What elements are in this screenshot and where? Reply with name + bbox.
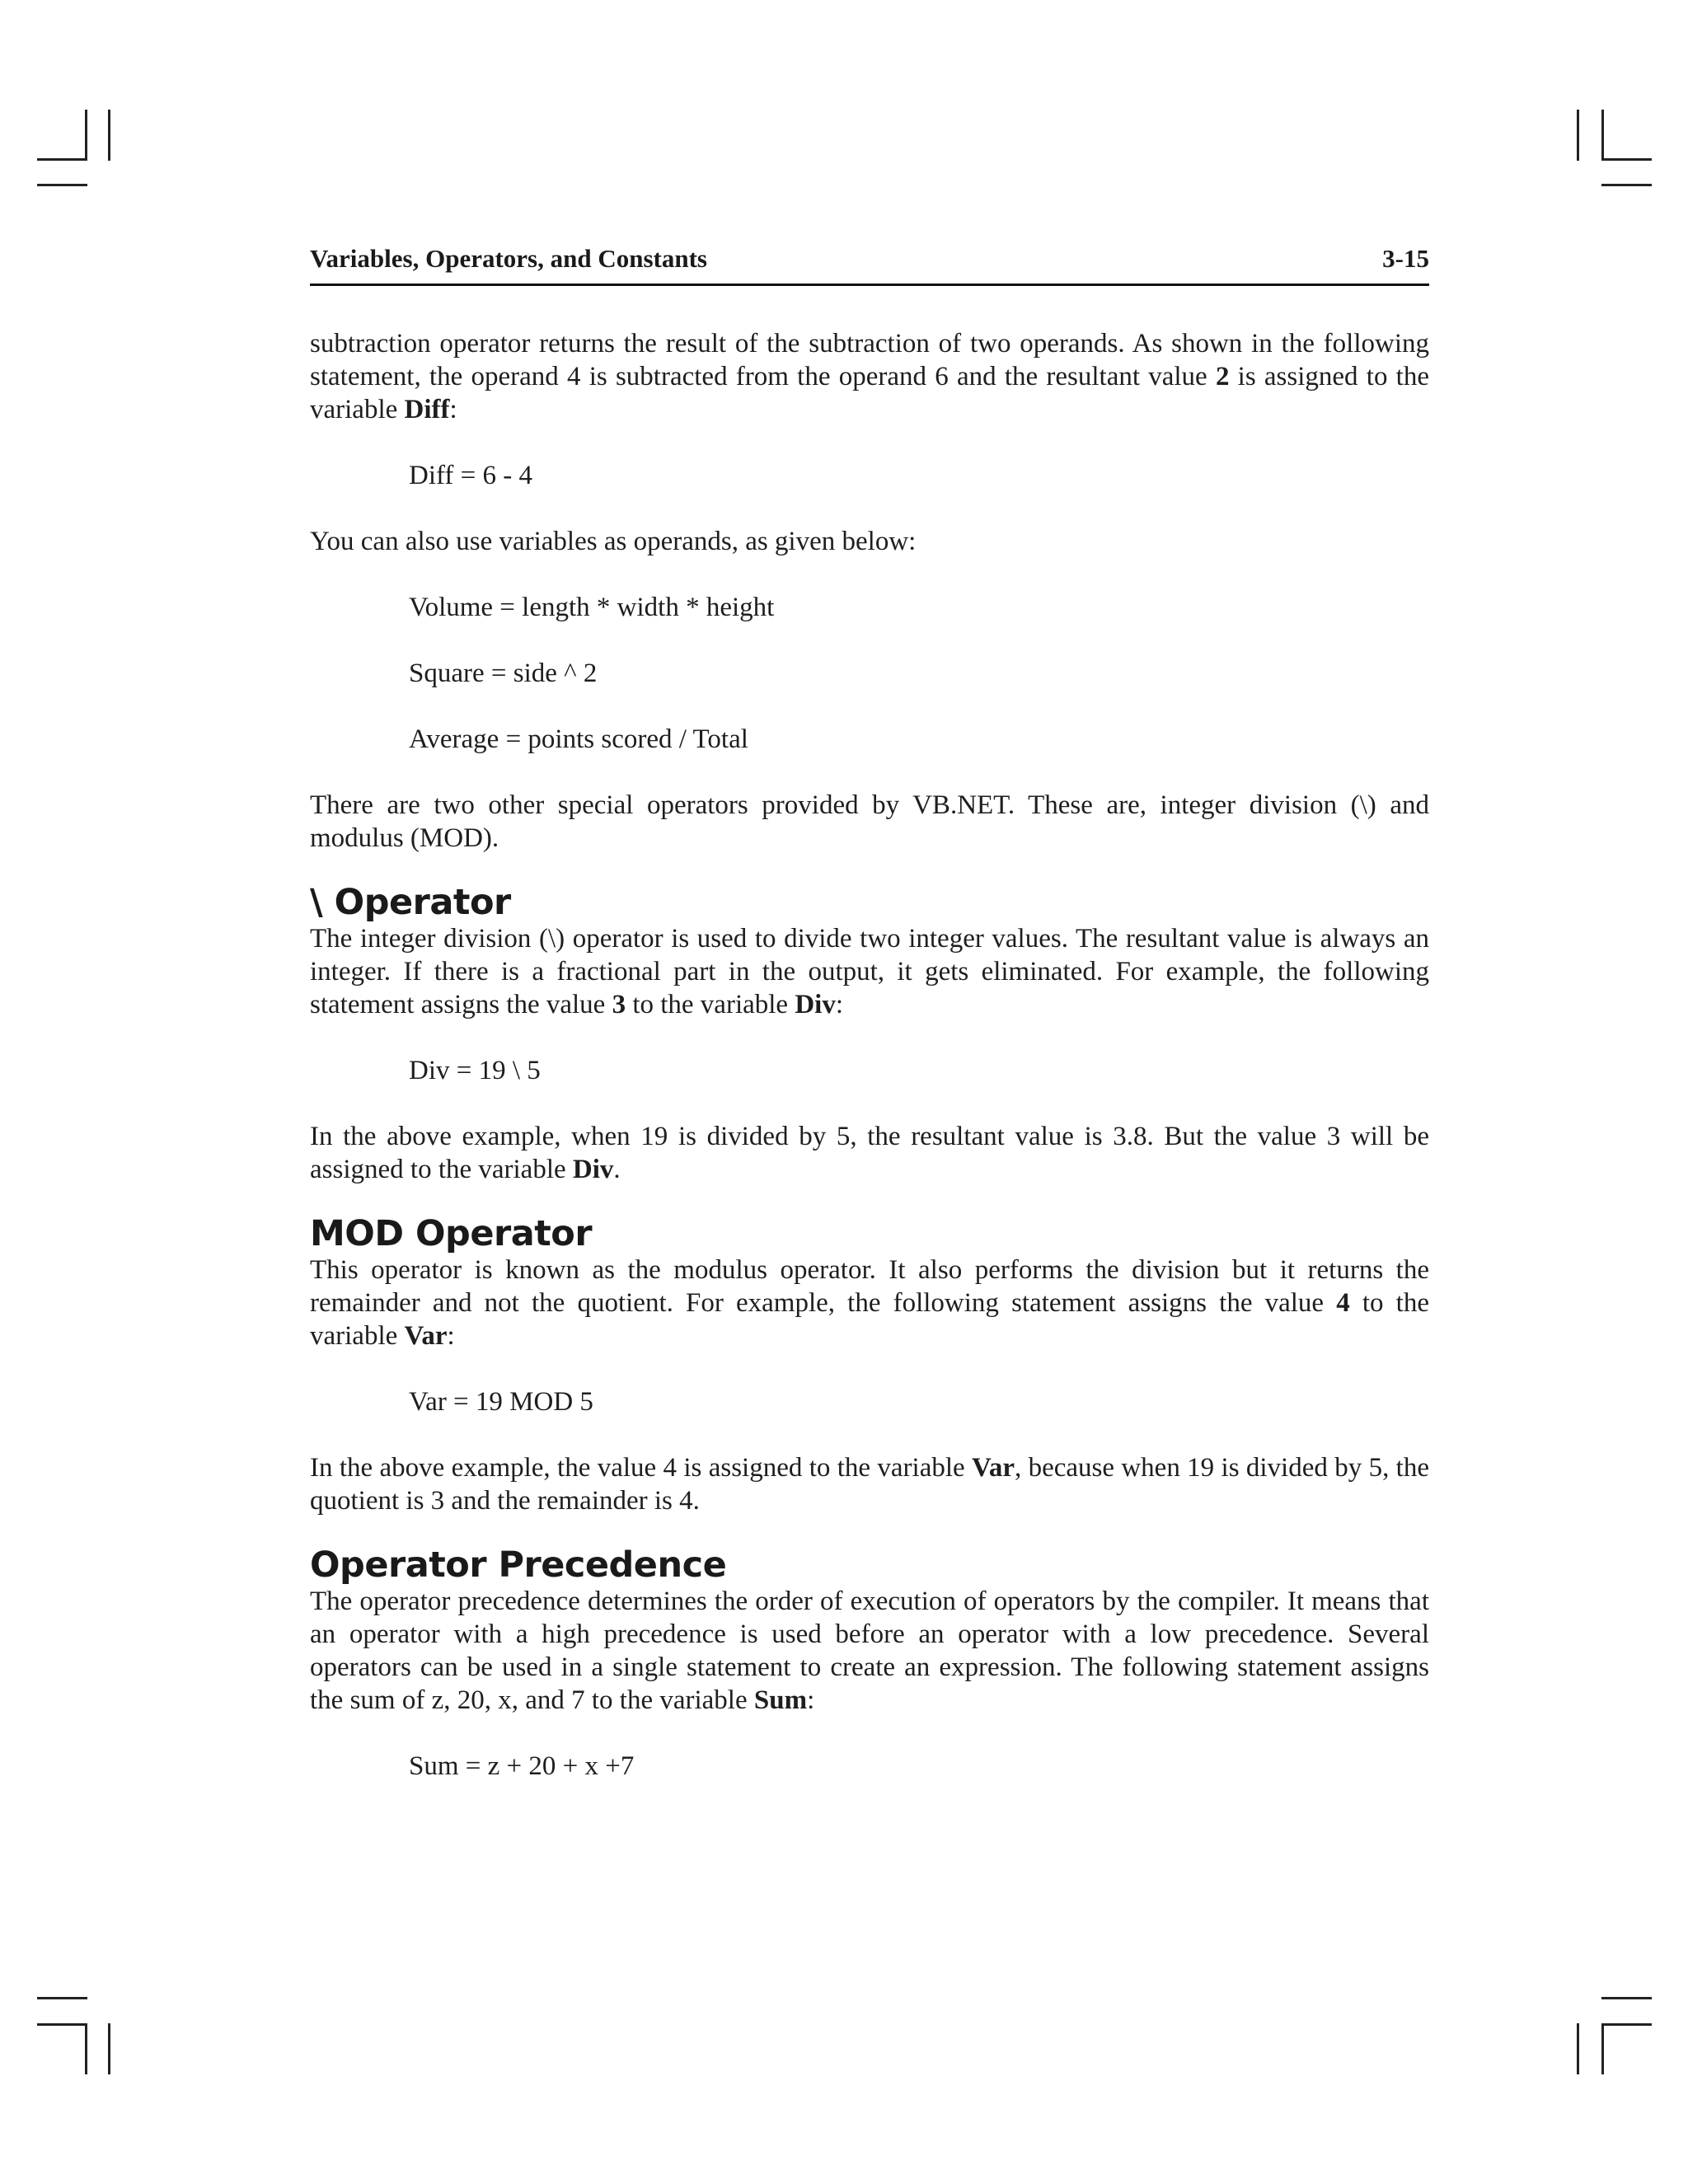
code-line-diff: Diff = 6 - 4 [409,461,532,490]
backslash-explanation-paragraph: In the above example, when 19 is divided by 5, the resultant value is 3.8. But the value 3 will be assigned to the variable Div. [310,1122,1429,1184]
mod-paragraph: This operator is known as the modulus operator. It also performs the division but it returns the remainder and not the quotient. For example, the following statement assigns the value 4 to the variable Var: [310,1255,1430,1351]
crop-mark [37,2023,87,2026]
code-line-var: Var = 19 MOD 5 [409,1387,593,1417]
crop-mark [37,184,87,186]
section-heading-backslash: \ Operator [310,882,511,923]
crop-mark [1601,110,1604,161]
crop-mark [1601,158,1652,161]
crop-mark [37,158,87,161]
crop-mark [108,2023,110,2074]
intro-paragraph: subtraction operator returns the result of the subtraction of two operands. As shown in the following statement, the operand 4 is subtracted from the operand 6 and the resultant value 2 is assigned to the variable Diff: [310,329,1429,424]
backslash-paragraph: The integer division (\) operator is used to divide two integer values. The resultant value is always an integer. If there is a fractional part in the output, it gets eliminated. For example, the following statement assigns the value 3 to the variable Div: [310,924,1429,1019]
crop-mark [1601,2023,1652,2026]
code-line-square: Square = side ^ 2 [409,658,598,688]
crop-mark [85,2023,87,2074]
crop-mark [1601,2023,1604,2074]
special-operators-paragraph: There are two other special operators provided by VB.NET. These are, integer division (\) and modulus (MOD). [310,790,1429,853]
crop-mark [108,110,110,161]
precedence-paragraph: The operator precedence determines the order of execution of operators by the compiler. It means that an operator with a high precedence is used before an operator with a low precedence. Several operators can be used in a single statement to create an expression. The following statement assigns the sum of z, 20, x, and 7 to the variable Sum: [310,1586,1429,1715]
crop-mark [1601,184,1652,186]
crop-mark [1601,1997,1652,1999]
crop-mark [1577,110,1579,161]
crop-mark [37,1997,87,1999]
body-text [310,327,1429,1783]
section-heading-mod: MOD Operator [310,1213,593,1254]
code-line-volume: Volume = length * width * height [409,593,775,622]
crop-mark [85,110,87,161]
code-line-div: Div = 19 \ 5 [409,1056,541,1085]
operands-paragraph: You can also use variables as operands, as given below: [310,527,917,556]
code-line-average: Average = points scored / Total [409,724,748,754]
section-heading-precedence: Operator Precedence [310,1544,727,1586]
chapter-title: Variables, Operators, and Constants [310,244,707,273]
mod-explanation-paragraph: In the above example, the value 4 is assigned to the variable Var, because when 19 is divided by 5, the quotient is 3 and the remainder is 4. [310,1453,1429,1516]
running-header [310,242,1429,286]
page-number: 3-15 [1382,244,1429,273]
crop-mark [1577,2023,1579,2074]
code-line-sum: Sum = z + 20 + x +7 [409,1751,635,1781]
